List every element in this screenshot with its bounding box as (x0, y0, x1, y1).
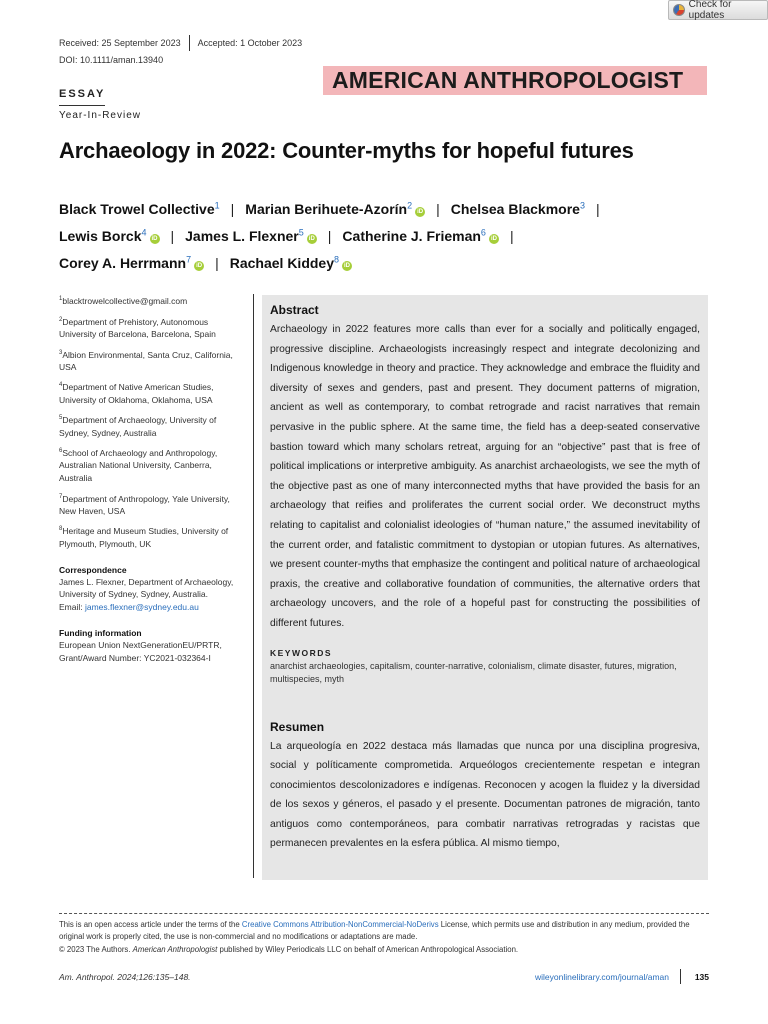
correspondence-heading: Correspondence (59, 564, 127, 575)
author-name: Marian Berihuete-Azorín (245, 200, 408, 217)
abstract-panel (262, 295, 708, 880)
author (342, 228, 499, 244)
license-text: This is an open access article under the terms of the Creative Commons Attribution-NonCommercial-NoDerivs License, which permits use and distribution in any medium, provided the original work is properly cited, the use is non-commercial and no modifications or adaptations are made. (59, 920, 690, 942)
author (230, 255, 352, 271)
author (451, 201, 585, 217)
journal-banner: AMERICAN ANTHROPOLOGIST (323, 66, 707, 95)
email-link[interactable]: james.flexner@sydney.edu.au (84, 601, 199, 612)
author-affiliation-ref[interactable]: 6 (480, 227, 486, 238)
correspondence-email: Email: james.flexner@sydney.edu.au (59, 601, 199, 612)
accepted-date: Accepted: 1 October 2023 (197, 38, 303, 48)
journal-url-link[interactable]: wileyonlinelibrary.com/journal/aman (534, 972, 669, 982)
author-name: Corey A. Herrmann (59, 254, 187, 271)
orcid-icon[interactable]: iD (308, 235, 315, 242)
copyright-text: © 2023 The Authors. American Anthropologist published by Wiley Periodicals LLC on behalf of American Anthropological Association. (59, 944, 519, 954)
keywords-text: anarchist archaeologies, capitalism, counter-narrative, colonialism, climate disaster, futures, migration, multispecies, myth (270, 660, 677, 684)
author-separator: | (509, 227, 514, 244)
doi: DOI: 10.1111/aman.13940 (59, 55, 164, 65)
affiliation: $^7$Department of Anthropology, Yale University, New Haven, USA (59, 493, 230, 516)
author-list (59, 194, 699, 275)
author-affiliation-ref[interactable]: 4 (141, 227, 147, 238)
author-separator: | (230, 200, 235, 217)
abstract-text: Archaeology in 2022 features more calls than ever for a socially and politically engaged, progressive discipline. Archaeologists increasingly respect and integrate decolonizing and Indigenous knowledge in theory and practice. They acknowledge and embrace the fluidity and diversity of sexes and genders, past and present. They document patterns of migration, ancient as well as contemporary, to combat retrograde and racist narratives that remain pervasive in the public sphere. At the same time, the field has a deep-seated conservative bastion toward which many scholars retreat, arguing for an “objective” past that is free of political implications or interpretive ambiguity. As anarchist archaeologists, we see the myth of the objective past as one of many interconnected myths that have provided the basis for an archaeology that reifies and proliferates the current social order. We deconstruct myths relating to capitalist and colonialist ideologies of “human nature,” the assumed inevitability of the current order, and fatalistic commitment to dystopian or utopian futures. As alternatives, we present counter-myths that emphasize the contingent and political nature of archaeological praxis, the creative and collaborative foundation of communities, the alternative orders that archaeology uncovers, and the role of a hopeful past for constructing the possibilities of different futures. (270, 324, 700, 629)
author-name: Chelsea Blackmore (450, 200, 580, 217)
column-divider (253, 294, 254, 878)
author-name: James L. Flexner (185, 227, 299, 244)
abstract-heading: Abstract (270, 303, 319, 317)
author-affiliation-ref[interactable]: 7 (186, 254, 192, 265)
author-affiliation-ref[interactable]: 1 (214, 200, 220, 210)
affiliation: $^4$Department of Native American Studies, University of Oklahoma, Oklahoma, USA (59, 382, 214, 405)
check-for-updates-label: Check for updates (688, 0, 732, 21)
funding-heading: Funding information (59, 628, 142, 639)
footer-divider (680, 969, 681, 984)
date-divider (189, 35, 190, 51)
crossmark-icon (673, 4, 685, 16)
resumen-text: La arqueología en 2022 destaca más llamadas que nunca por una disciplina progresiva, social y políticamente comprometida. Arqueólogos crecientemente respetan e integran conocimientos descolonizadores e indígenas. Reconocen y acogen la fluidez y la diversidad de los sexos y géneros, el pasado y el presente. Documentan patrones de migración, tanto antiguos como contemporáneos, para combatir narrativas retrogradas y racistas que permanecen prevalentes en la esfera pública. Al mismo tiempo, (270, 740, 700, 850)
affiliation: $^2$Department of Prehistory, Autonomous University of Barcelona, Barcelona, Spain (59, 316, 216, 339)
author-line (59, 221, 699, 248)
cc-license-link[interactable]: Creative Commons Attribution-NonCommercial-NoDerivs (241, 920, 439, 929)
author-affiliation-ref[interactable]: 5 (298, 227, 304, 238)
check-for-updates-button[interactable] (668, 0, 768, 20)
affiliation: $^5$Department of Archaeology, University of Sydney, Sydney, Australia (59, 415, 217, 438)
orcid-icon[interactable]: iD (417, 208, 424, 215)
author-name: Black Trowel Collective (59, 200, 215, 217)
affiliation: $^6$School of Archaeology and Anthropology, Australian National University, Canberra, Australia (59, 448, 218, 483)
author-name: Rachael Kiddey (229, 254, 334, 271)
author (59, 228, 160, 244)
author-separator: | (215, 254, 219, 271)
author-separator: | (436, 200, 440, 217)
author (59, 201, 220, 217)
license-notice (59, 913, 709, 956)
author-line (59, 194, 699, 221)
author (185, 228, 317, 244)
resumen-heading: Resumen (270, 719, 325, 734)
received-date: Received: 25 September 2023 (59, 38, 181, 48)
author-affiliation-ref[interactable]: 2 (407, 200, 413, 210)
orcid-icon[interactable]: iD (196, 262, 203, 269)
author (59, 255, 204, 271)
funding-text: European Union NextGenerationEU/PRTR, Grant/Award Number: YC2021-032364-I (59, 640, 222, 663)
author-separator: | (327, 227, 332, 244)
affiliations-column (59, 293, 245, 664)
author-name: Catherine J. Frieman (342, 227, 481, 244)
author-line (59, 248, 699, 275)
journal-citation: Am. Anthropol. 2024;126:135–148. (59, 972, 191, 982)
author-separator: | (595, 200, 600, 217)
author-affiliation-ref[interactable]: 8 (334, 254, 340, 265)
article-dates (59, 35, 302, 51)
article-type-rule (59, 105, 105, 106)
correspondence-text: James L. Flexner, Department of Archaeology, University of Sydney, Sydney, Australia. (59, 577, 234, 600)
affiliation: $^8$Heritage and Museum Studies, University of Plymouth, Plymouth, UK (59, 526, 229, 549)
author-name: Lewis Borck (59, 227, 142, 244)
affiliation: $^3$Albion Environmental, Santa Cruz, California, USA (59, 349, 233, 372)
author (245, 201, 425, 217)
article-section: Year-In-Review (59, 110, 141, 121)
orcid-icon[interactable]: iD (490, 235, 497, 242)
orcid-icon[interactable]: iD (344, 262, 351, 269)
author-affiliation-ref[interactable]: 3 (579, 200, 585, 210)
article-title: Archaeology in 2022: Counter-myths for hopeful futures (59, 138, 634, 163)
article-type: ESSAY (59, 88, 106, 100)
orcid-icon[interactable]: iD (151, 235, 158, 242)
page-number: 135 (694, 972, 709, 982)
author-separator: | (170, 227, 175, 244)
keywords-heading: KEYWORDS (270, 647, 333, 658)
affiliation: $^1$blacktrowelcollective@gmail.com (59, 295, 188, 306)
